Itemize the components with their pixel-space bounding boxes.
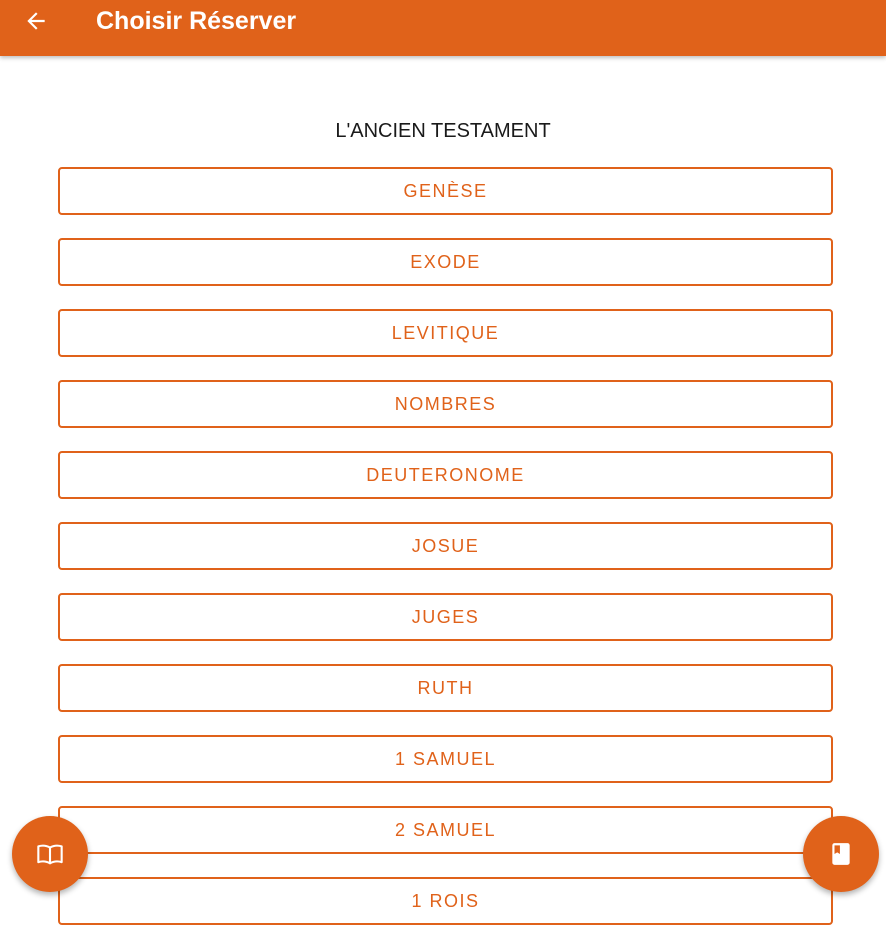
arrow-left-icon: [23, 8, 49, 34]
book-button-1-rois[interactable]: 1 ROIS: [58, 877, 833, 925]
page-title: Choisir Réserver: [96, 7, 297, 35]
book-button-ruth[interactable]: RUTH: [58, 664, 833, 712]
book-button-juges[interactable]: JUGES: [58, 593, 833, 641]
new-testament-fab[interactable]: [803, 816, 879, 892]
book-button-exode[interactable]: EXODE: [58, 238, 833, 286]
open-book-icon: [36, 840, 64, 868]
book-button-levitique[interactable]: LEVITIQUE: [58, 309, 833, 357]
back-button[interactable]: [16, 0, 56, 42]
book-button-1-samuel[interactable]: 1 SAMUEL: [58, 735, 833, 783]
book-button-josue[interactable]: JOSUE: [58, 522, 833, 570]
old-testament-fab[interactable]: [12, 816, 88, 892]
book-list: [58, 167, 833, 948]
book-button-2-samuel[interactable]: 2 SAMUEL: [58, 806, 833, 854]
app-bar: [0, 0, 886, 56]
book-button-deuteronome[interactable]: DEUTERONOME: [58, 451, 833, 499]
bookmark-book-icon: [828, 841, 854, 867]
book-button-genese[interactable]: GENÈSE: [58, 167, 833, 215]
book-button-nombres[interactable]: NOMBRES: [58, 380, 833, 428]
section-title: L'ANCIEN TESTAMENT: [335, 120, 551, 142]
